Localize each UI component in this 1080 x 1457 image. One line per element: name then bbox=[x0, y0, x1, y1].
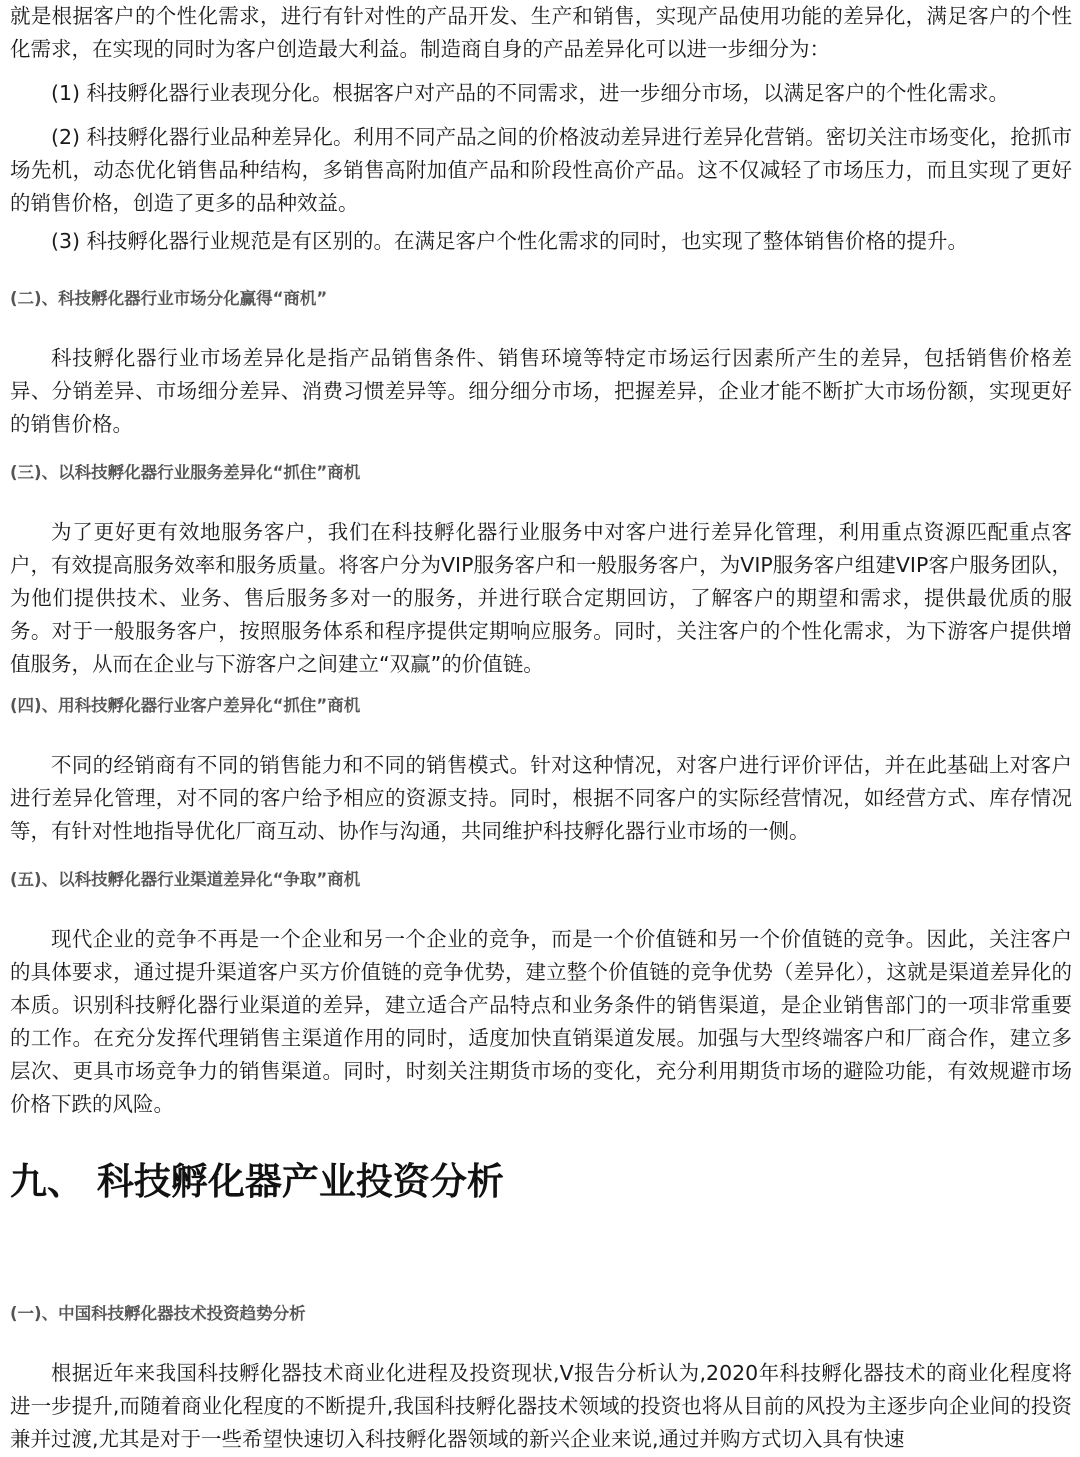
section-heading-5: (五)、以科技孵化器行业渠道差异化“争取”商机 bbox=[10, 870, 361, 889]
list-item-1: (1) 科技孵化器行业表现分化。根据客户对产品的不同需求，进一步细分市场，以满足客户的个性化需求。 bbox=[51, 81, 1010, 105]
list-item-2: (2) 科技孵化器行业品种差异化。利用不同产品之间的价格波动差异进行差异化营销。密切关注市场变化，抢抓市场先机，动态优化销售品种结构，多销售高附加值产品和阶段性高价产品。这不仅减轻了市场压力，而且实现了更好的销售价格，创造了更多的品种效益。 bbox=[10, 125, 1072, 215]
chapter-title: 九、 科技孵化器产业投资分析 bbox=[10, 1160, 504, 1203]
section-heading-2: (二)、科技孵化器行业市场分化赢得“商机” bbox=[10, 289, 328, 308]
section-body-4: 不同的经销商有不同的销售能力和不同的销售模式。针对这种情况，对客户进行评价评估，并在此基础上对客户进行差异化管理，对不同的客户给予相应的资源支持。同时，根据不同客户的实际经营情况，如经营方式、库存情况等，有针对性地指导优化厂商互动、协作与沟通，共同维护科技孵化器行业市场的一侧。 bbox=[10, 753, 1072, 843]
section-body-5: 现代企业的竞争不再是一个企业和另一个企业的竞争，而是一个价值链和另一个价值链的竞争。因此，关注客户的具体要求，通过提升渠道客户买方价值链的竞争优势，建立整个价值链的竞争优势（差异化），这就是渠道差异化的本质。识别科技孵化器行业渠道的差异，建立适合产品特点和业务条件的销售渠道，是企业销售部门的一项非常重要的工作。在充分发挥代理销售主渠道作用的同时，适度加快直销渠道发展。加强与大型终端客户和厂商合作，建立多层次、更具市场竞争力的销售渠道。同时，时刻关注期货市场的变化，充分利用期货市场的避险功能，有效规避市场价格下跌的风险。 bbox=[10, 927, 1072, 1116]
section-heading-4: (四)、用科技孵化器行业客户差异化“抓住”商机 bbox=[10, 696, 361, 715]
subsection-body-1: 根据近年来我国科技孵化器技术商业化进程及投资现状,V报告分析认为,2020年科技孵化器技术的商业化程度将进一步提升,而随着商业化程度的不断提升,我国科技孵化器技术领域的投资也将从目前的风投为主逐步向企业间的投资兼并过渡,尤其是对于一些希望快速切入科技孵化器领域的新兴企业来说,通过并购方式切入具有快速 bbox=[10, 1361, 1072, 1451]
intro-paragraph: 就是根据客户的个性化需求，进行有针对性的产品开发、生产和销售，实现产品使用功能的差异化，满足客户的个性化需求，在实现的同时为客户创造最大利益。制造商自身的产品差异化可以进一步细分为： bbox=[10, 4, 1072, 61]
subsection-heading-1: (一)、中国科技孵化器技术投资趋势分析 bbox=[10, 1304, 306, 1323]
list-item-3: (3) 科技孵化器行业规范是有区别的。在满足客户个性化需求的同时，也实现了整体销售价格的提升。 bbox=[51, 229, 969, 253]
section-body-2: 科技孵化器行业市场差异化是指产品销售条件、销售环境等特定市场运行因素所产生的差异，包括销售价格差异、分销差异、市场细分差异、消费习惯差异等。细分细分市场，把握差异，企业才能不断扩大市场份额，实现更好的销售价格。 bbox=[10, 346, 1072, 436]
section-heading-3: (三)、以科技孵化器行业服务差异化“抓住”商机 bbox=[10, 463, 361, 482]
section-body-3: 为了更好更有效地服务客户，我们在科技孵化器行业服务中对客户进行差异化管理，利用重点资源匹配重点客户，有效提高服务效率和服务质量。将客户分为VIP服务客户和一般服务客户，为VIP服务客户组建VIP客户服务团队，为他们提供技术、业务、售后服务多对一的服务，并进行联合定期回访，了解客户的期望和需求，提供最优质的服务。对于一般服务客户，按照服务体系和程序提供定期响应服务。同时，关注客户的个性化需求，为下游客户提供增值服务，从而在企业与下游客户之间建立“双赢”的价值链。 bbox=[10, 520, 1072, 676]
